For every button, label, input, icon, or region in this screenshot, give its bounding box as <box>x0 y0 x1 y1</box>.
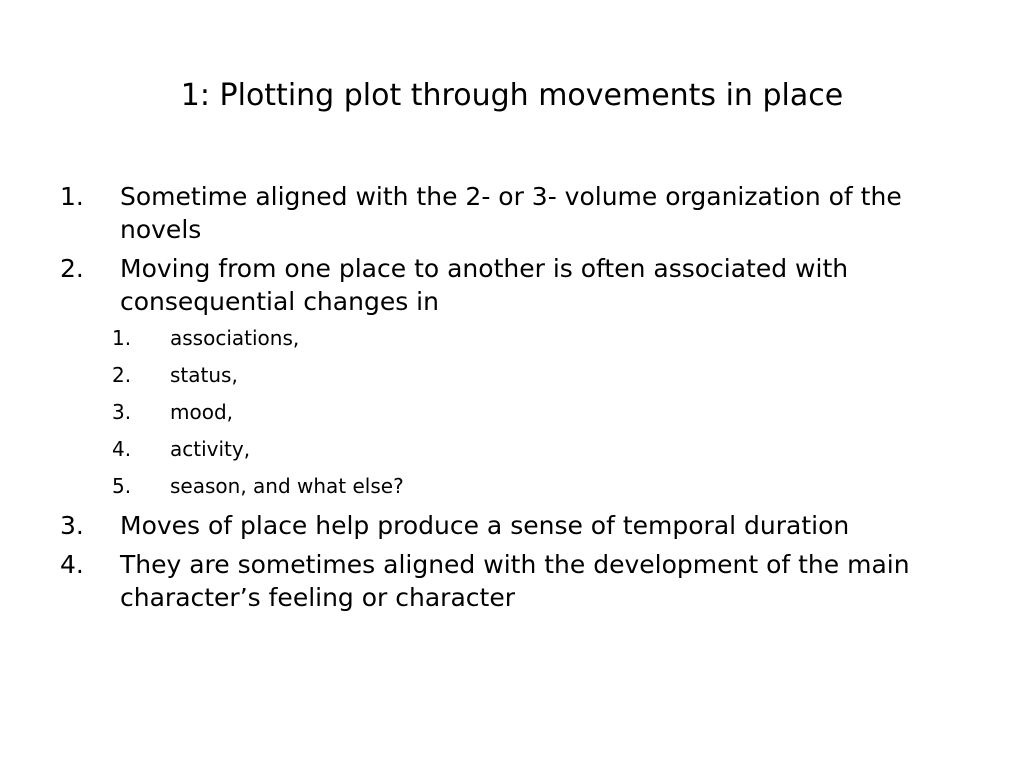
list-item <box>60 548 980 614</box>
list-item-text: Moving from one place to another is often associated with consequential changes in <box>120 254 849 316</box>
list-item-text: Moves of place help produce a sense of temporal duration <box>120 511 850 540</box>
list-item-number: 3. <box>60 511 84 540</box>
list-item <box>60 509 980 542</box>
list-item <box>60 252 980 318</box>
sublist-item <box>60 472 980 500</box>
list-item-number: 2. <box>60 254 84 283</box>
sublist-item-text: mood, <box>170 400 234 424</box>
slide-content <box>60 180 980 614</box>
sublist-item-number: 2. <box>112 363 132 387</box>
list-item-text: They are sometimes aligned with the development of the main character’s feeling or character <box>120 550 910 612</box>
sublist-item <box>60 324 980 352</box>
sublist-item-number: 5. <box>112 474 132 498</box>
list-item-number: 1. <box>60 182 84 211</box>
sublist-item-number: 1. <box>112 326 132 350</box>
sublist-item <box>60 435 980 463</box>
slide-title: 1: Plotting plot through movements in place <box>180 78 844 113</box>
sublist-item-number: 3. <box>112 400 132 424</box>
sublist-item-number: 4. <box>112 437 132 461</box>
sublist-item-text: associations, <box>170 326 300 350</box>
list-item-number: 4. <box>60 550 84 579</box>
sublist-item-text: status, <box>170 363 238 387</box>
sublist-item-text: activity, <box>170 437 251 461</box>
sublist-item <box>60 361 980 389</box>
sublist-item <box>60 398 980 426</box>
list-item-text: Sometime aligned with the 2- or 3- volume organization of the novels <box>120 182 902 244</box>
sublist-item-text: season, and what else? <box>170 474 404 498</box>
list-item <box>60 180 980 246</box>
sublist <box>60 324 980 500</box>
